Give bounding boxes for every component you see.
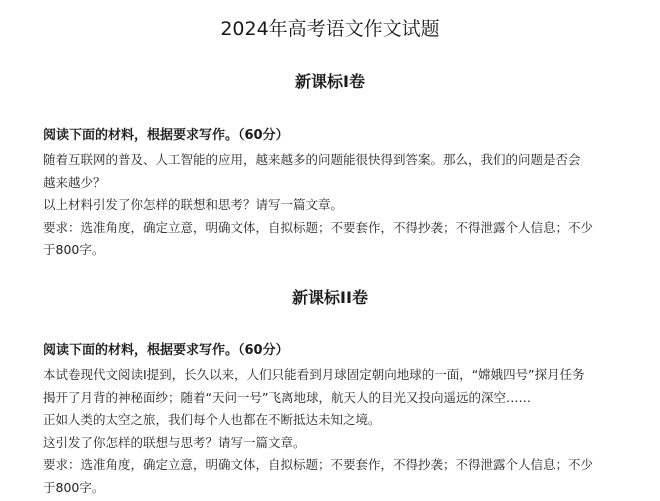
paragraph: 要求：选准角度，确定立意，明确文体，自拟标题；不要套作，不得抄袭；不得泄露个人信息；不少 于800字。 [43,219,594,257]
paragraph: 以上材料引发了你怎样的联想和思考？请写一篇文章。 [43,197,344,212]
prompt-title-2: 阅读下面的材料，根据要求写作。（60分） [43,343,289,358]
paragraph: 要求：选准角度，确定立意，明确文体，自拟标题；不要套作，不得抄袭；不得泄露个人信息；不少 于800字。 [43,457,594,495]
section-heading-2: 新课标II卷 [292,288,368,307]
prompt-title-1: 阅读下面的材料，根据要求写作。（60分） [43,128,289,143]
paragraph: 本试卷现代文阅读I提到，长久以来，人们只能看到月球固定朝向地球的一面，“嫦娥四号”探月任务 揭开了月背的神秘面纱；随着“天问一号”飞离地球，航天人的目光又投向遥远的深空…… [43,367,585,405]
section-body-2 [43,341,615,499]
paragraph: 随着互联网的普及、人工智能的应用，越来越多的问题能很快得到答案。那么，我们的问题是否会 越来越少？ [43,152,581,190]
paragraph: 正如人类的太空之旅，我们每个人也都在不断抵达未知之境。 [43,412,381,427]
paragraph: 这引发了你怎样的联想与思考？请写一篇文章。 [43,434,306,450]
section-body-1 [43,126,615,262]
section-heading-1: 新课标I卷 [295,72,365,91]
article-title: 2024年高考语文作文试题 [220,18,440,40]
